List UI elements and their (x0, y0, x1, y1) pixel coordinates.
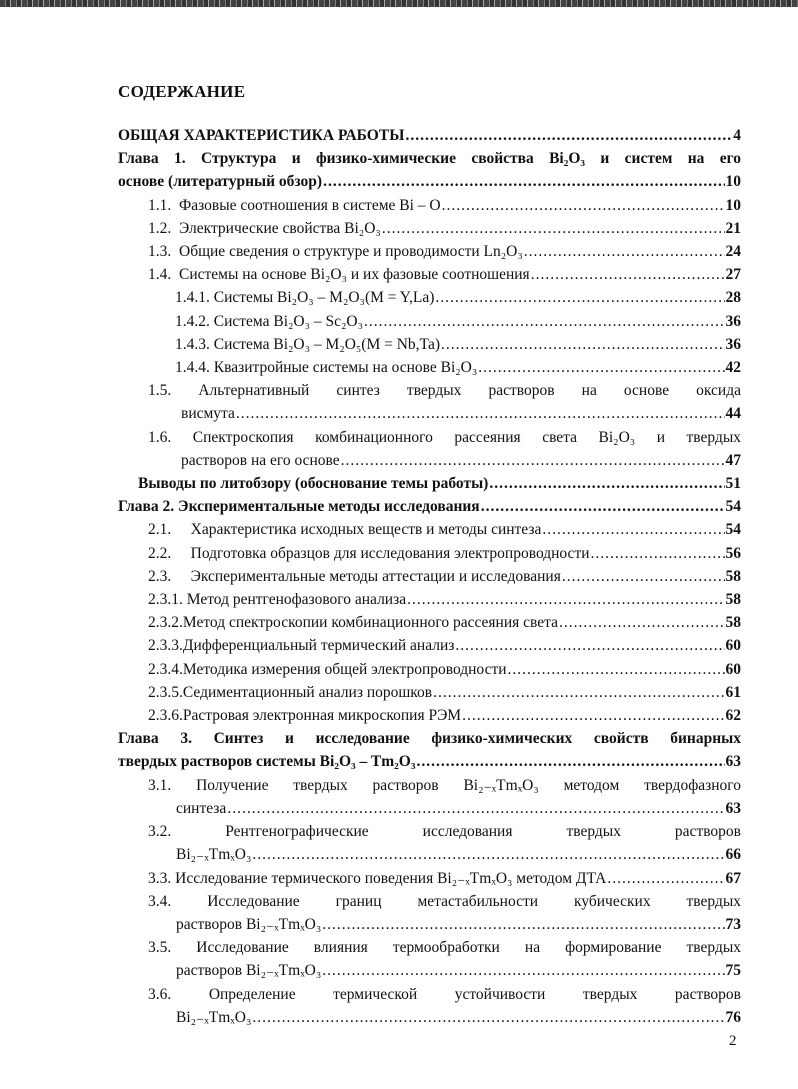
toc-section-2-3-1[interactable]: 2.3.1. Метод рентгенофазового анализа ..... 58 (148, 588, 741, 611)
toc-section-3-6[interactable]: Bi₂₋ₓTmₓO₃ ..... 76 (176, 1006, 741, 1029)
toc-section-2-3-5[interactable]: 2.3.5.Седиментационный анализ порошков ..... 61 (148, 681, 741, 704)
toc-chapter-1-line1[interactable]: Глава 1. Структура и физико-химические свойства Bi₂O₃ и систем на его (118, 150, 741, 168)
toc-section-3-4[interactable]: растворов Bi₂₋ₓTmₓO₃ ..... 73 (176, 913, 741, 936)
toc-chapter-2[interactable]: Глава 2. Экспериментальные методы исследования ..... 54 (118, 495, 741, 518)
toc-section-2-1[interactable]: 2.1. Характеристика исходных веществ и методы синтеза ..... 54 (148, 518, 741, 541)
toc-section-2-3[interactable]: 2.3. Экспериментальные методы аттестации и исследования ..... 58 (148, 565, 741, 588)
toc-section-3-6-line1[interactable]: 3.6. Определение термической устойчивости твердых растворов (148, 985, 741, 1003)
toc-chapter-1[interactable]: основе (литературный обзор) ..... 10 (118, 170, 741, 193)
toc-section-1-4-2[interactable]: 1.4.2. Система Bi₂O₃ – Sc₂O₃ ..... 36 (175, 310, 741, 333)
scan-artifact-bar (0, 0, 798, 7)
toc-section-1-3[interactable]: 1.3. Общие сведения о структуре и проводимости Ln₂O₃ ..... 24 (148, 240, 741, 263)
toc-section-1-4[interactable]: 1.4. Системы на основе Bi₂O₃ и их фазовые соотношения ..... 27 (148, 263, 741, 286)
toc-section-1-6-line1[interactable]: 1.6. Спектроскопия комбинационного рассеяния света Bi₂O₃ и твердых (148, 428, 741, 446)
toc-section-1-4-3[interactable]: 1.4.3. Система Bi₂O₃ – M₂O₅(M = Nb,Ta) ..... 36 (175, 333, 741, 356)
toc-section-2-3-3[interactable]: 2.3.3.Дифференциальный термический анализ ..... 60 (148, 634, 741, 657)
toc-chapter-3-line1[interactable]: Глава 3. Синтез и исследование физико-химических свойств бинарных (118, 730, 741, 748)
toc-section-1-5-line1[interactable]: 1.5. Альтернативный синтез твердых растворов на основе оксида (148, 382, 741, 400)
toc-section-3-1[interactable]: синтеза ..... 63 (176, 797, 741, 820)
toc-section-1-4-4[interactable]: 1.4.4. Квазитройные системы на основе Bi₂O₃ ..... 42 (175, 356, 741, 379)
toc-section-2-3-6[interactable]: 2.3.6.Растровая электронная микроскопия РЭМ ..... 62 (148, 704, 741, 727)
toc-section-1-5[interactable]: висмута ..... 44 (181, 402, 741, 425)
toc-section-3-4-line1[interactable]: 3.4. Исследование границ метастабильности кубических твердых (148, 892, 741, 910)
toc-section-1-4-1[interactable]: 1.4.1. Системы Bi₂O₃ – M₂O₃(M = Y,La) ..... 28 (175, 286, 741, 309)
toc-section-3-2-line1[interactable]: 3.2. Рентгенографические исследования твердых растворов (148, 823, 741, 841)
toc-section-3-2[interactable]: Bi₂₋ₓTmₓO₃ ..... 66 (176, 843, 741, 866)
toc-section-2-3-2[interactable]: 2.3.2.Метод спектроскопии комбинационного рассеяния света ..... 58 (148, 611, 741, 634)
toc-section-2-3-4[interactable]: 2.3.4.Методика измерения общей электропроводности ..... 60 (148, 658, 741, 681)
page-title: СОДЕРЖАНИЕ (118, 82, 246, 101)
toc-section-3-5-line1[interactable]: 3.5. Исследование влияния термообработки на формирование твердых (148, 939, 741, 957)
toc-section-3-1-line1[interactable]: 3.1. Получение твердых растворов Bi₂₋ₓTmₓO₃ методом твердофазного (148, 776, 742, 794)
toc-conclusions[interactable]: Выводы по литобзору (обоснование темы работы) ..... 51 (138, 472, 741, 495)
toc-section-1-2[interactable]: 1.2. Электрические свойства Bi₂O₃ ..... 21 (148, 217, 741, 240)
toc-section-2-2[interactable]: 2.2. Подготовка образцов для исследования электропроводности ..... 56 (148, 542, 741, 565)
toc-section-3-3[interactable]: 3.3. Исследование термического поведения Bi₂₋ₓTmₓO₃ методом ДТА ..... 67 (148, 867, 741, 890)
toc-chapter-3[interactable]: твердых растворов системы Bi₂O₃ – Tm₂O₃ ..... 63 (118, 750, 741, 773)
table-of-contents (118, 124, 741, 1029)
toc-section-1-6[interactable]: растворов на его основе ..... 47 (181, 449, 741, 472)
toc-general[interactable]: ОБЩАЯ ХАРАКТЕРИСТИКА РАБОТЫ ..... 4 (118, 124, 741, 147)
page-number: 2 (729, 1033, 737, 1049)
toc-section-3-5[interactable]: растворов Bi₂₋ₓTmₓO₃ ..... 75 (176, 959, 741, 982)
toc-section-1-1[interactable]: 1.1. Фазовые соотношения в системе Bi – O ..... 10 (148, 194, 741, 217)
